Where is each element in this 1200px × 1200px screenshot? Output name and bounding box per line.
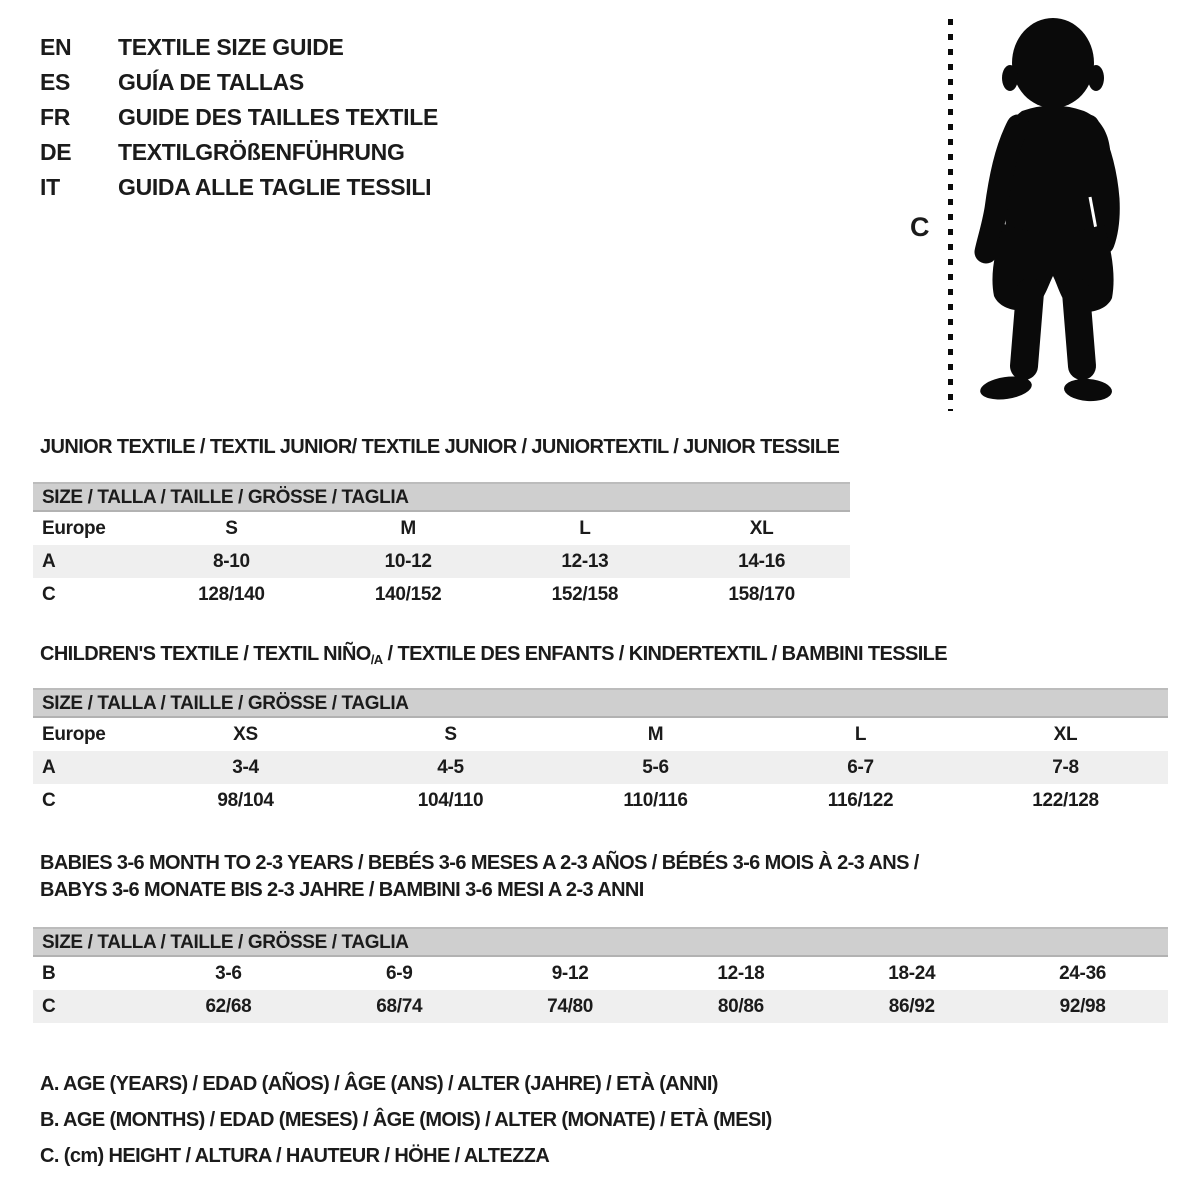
language-title: GUIDE DES TAILLES TEXTILE	[118, 104, 438, 130]
age-cell: 10-12	[384, 550, 432, 572]
children-title-rest: / TEXTILE DES ENFANTS / KINDERTEXTIL / BAMBINI TESSILE	[382, 643, 948, 665]
height-cell: 74/80	[547, 995, 594, 1017]
junior-section-title: JUNIOR TEXTILE / TEXTIL JUNIOR/ TEXTILE JUNIOR / JUNIORTEXTIL / JUNIOR TESSILE	[40, 436, 840, 458]
height-cell: 62/68	[205, 995, 252, 1017]
table-row-age-years	[33, 751, 1168, 784]
language-row-de	[40, 135, 438, 170]
language-row-it	[40, 170, 438, 205]
language-title: GUÍA DE TALLAS	[118, 69, 304, 95]
children-section-title	[33, 641, 1168, 669]
language-title: TEXTILE SIZE GUIDE	[118, 34, 344, 60]
language-row-fr	[40, 100, 438, 135]
age-cell: 3-4	[232, 756, 259, 778]
table-row-age-months	[33, 957, 1168, 990]
age-cell: 14-16	[738, 550, 786, 572]
section-junior-textile	[33, 434, 850, 611]
row-label: B	[42, 962, 56, 984]
age-cell: 12-13	[561, 550, 609, 572]
size-cell: XS	[233, 723, 258, 745]
height-cell: 86/92	[888, 995, 935, 1017]
row-label: C	[42, 789, 56, 811]
height-cell: 152/158	[551, 583, 619, 605]
toddler-silhouette-icon	[960, 14, 1140, 409]
age-cell: 12-18	[717, 962, 765, 984]
size-cell: L	[579, 517, 591, 539]
table-row-europe	[33, 512, 850, 545]
age-cell: 9-12	[551, 962, 589, 984]
footnotes	[40, 1066, 772, 1174]
table-row-age-years	[33, 545, 850, 578]
age-cell: 7-8	[1052, 756, 1079, 778]
language-code: IT	[40, 174, 60, 200]
size-cell: L	[854, 723, 867, 745]
height-cell: 116/122	[827, 789, 894, 811]
section-babies-textile	[33, 850, 1168, 1023]
children-title-main: CHILDREN'S TEXTILE / TEXTIL NIÑO	[40, 643, 371, 665]
language-title-block	[40, 30, 438, 205]
row-label: Europe	[42, 723, 106, 745]
size-cell: M	[400, 517, 416, 539]
row-label: A	[42, 756, 56, 778]
height-cell: 98/104	[217, 789, 274, 811]
babies-section-title-line2: BABYS 3-6 MONATE BIS 2-3 JAHRE / BAMBINI 3-6 MESI A 2-3 ANNI	[40, 879, 644, 901]
height-cell: 122/128	[1032, 789, 1099, 811]
height-cell: 68/74	[376, 995, 423, 1017]
table-row-europe	[33, 718, 1168, 751]
age-cell: 24-36	[1059, 962, 1107, 984]
babies-table-header: SIZE / TALLA / TAILLE / GRÖSSE / TAGLIA	[33, 927, 1168, 957]
language-title: TEXTILGRÖßENFÜHRUNG	[118, 139, 405, 165]
height-cell: 104/110	[417, 789, 484, 811]
language-row-es	[40, 65, 438, 100]
age-cell: 8-10	[213, 550, 250, 572]
height-cell: 92/98	[1059, 995, 1106, 1017]
age-cell: 18-24	[888, 962, 936, 984]
row-label: C	[42, 583, 56, 605]
age-cell: 4-5	[437, 756, 464, 778]
height-measure-label: C	[910, 212, 930, 242]
children-table-header: SIZE / TALLA / TAILLE / GRÖSSE / TAGLIA	[33, 688, 1168, 718]
table-row-height-cm	[33, 784, 1168, 817]
children-size-table	[33, 688, 1168, 817]
height-cell: 158/170	[728, 583, 795, 605]
junior-table-header: SIZE / TALLA / TAILLE / GRÖSSE / TAGLIA	[33, 482, 850, 512]
size-cell: S	[225, 517, 238, 539]
row-label: C	[42, 995, 56, 1017]
children-title-subscript: /A	[370, 652, 383, 667]
language-code: FR	[40, 104, 71, 130]
size-cell: M	[647, 723, 664, 745]
size-cell: S	[444, 723, 457, 745]
height-cell: 128/140	[198, 583, 265, 605]
footnote-c-height-cm: C. (cm) HEIGHT / ALTURA / HAUTEUR / HÖHE / ALTEZZA	[40, 1145, 550, 1167]
section-children-textile	[33, 641, 1168, 817]
size-cell: XL	[1053, 723, 1078, 745]
footnote-b-age-months: B. AGE (MONTHS) / EDAD (MESES) / ÂGE (MOIS) / ALTER (MONATE) / ETÀ (MESI)	[40, 1109, 772, 1131]
age-cell: 6-7	[847, 756, 874, 778]
table-row-height-cm	[33, 990, 1168, 1023]
height-cell: 110/116	[623, 789, 688, 811]
babies-section-title-line1: BABIES 3-6 MONTH TO 2-3 YEARS / BEBÉS 3-6 MESES A 2-3 AÑOS / BÉBÉS 3-6 MOIS À 2-3 ANS /	[40, 852, 919, 874]
row-label: A	[42, 550, 56, 572]
height-measure-figure	[900, 14, 1180, 416]
height-cell: 140/152	[374, 583, 442, 605]
language-code: EN	[40, 34, 72, 60]
footnote-a-age-years: A. AGE (YEARS) / EDAD (AÑOS) / ÂGE (ANS) / ALTER (JAHRE) / ETÀ (ANNI)	[40, 1073, 718, 1095]
age-cell: 5-6	[642, 756, 669, 778]
table-row-height-cm	[33, 578, 850, 611]
language-code: DE	[40, 139, 72, 165]
junior-size-table	[33, 482, 850, 611]
age-cell: 6-9	[385, 962, 413, 984]
babies-size-table	[33, 927, 1168, 1023]
size-cell: XL	[749, 517, 774, 539]
height-dashed-line-icon	[948, 19, 953, 411]
row-label: Europe	[42, 517, 106, 539]
age-cell: 3-6	[215, 962, 242, 984]
language-title: GUIDA ALLE TAGLIE TESSILI	[118, 174, 432, 200]
language-code: ES	[40, 69, 71, 95]
height-cell: 80/86	[717, 995, 764, 1017]
language-row-en	[40, 30, 438, 65]
